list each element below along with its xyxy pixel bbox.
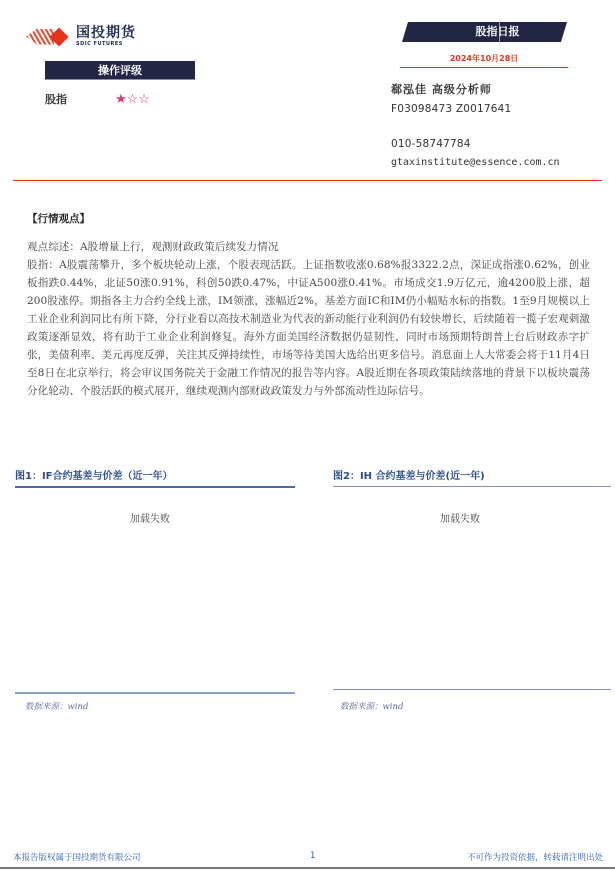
star-rating-icon: ★☆☆ xyxy=(115,91,150,107)
rating-row xyxy=(45,91,150,107)
summary-line: 观点综述：A股增量上行，观测财政政策后续发力情况 xyxy=(27,241,279,253)
analyst-name: 郗泓佳 高级分析师 xyxy=(391,83,492,96)
section-title: 【行情观点】 xyxy=(27,213,90,225)
footer-rule xyxy=(0,867,615,869)
page-footer xyxy=(0,848,615,870)
analyst-info xyxy=(391,84,560,168)
report-type-banner xyxy=(402,22,567,42)
analyst-license: F03098473 Z0017641 xyxy=(391,103,512,115)
company-logo xyxy=(26,26,136,47)
figure-1-source: 数据来源：wind xyxy=(25,702,89,712)
market-commentary xyxy=(27,238,590,400)
copyright-notice: 本报告版权属于国投期货有限公司 xyxy=(13,853,141,863)
rating-header: 操作评级 xyxy=(45,61,195,80)
rating-label: 股指 xyxy=(45,93,67,106)
figure-2-load-failed: 加载失败 xyxy=(440,514,480,525)
logo-name-en: SDIC FUTURES xyxy=(76,41,123,47)
figure-1-title: 图1：IF合约基差与价差（近一年） xyxy=(15,471,173,482)
figure-1-top-rule xyxy=(15,486,295,488)
logo-mark-icon xyxy=(26,27,70,47)
figure-1-load-failed: 加载失败 xyxy=(130,514,170,525)
header-divider xyxy=(13,180,602,181)
figure-2-top-rule xyxy=(333,486,611,487)
analyst-phone: 010-58747784 xyxy=(391,137,471,150)
report-date: 2024年10月28日 xyxy=(400,53,568,68)
figure-1-bottom-rule xyxy=(15,692,295,694)
report-type: 股指日报 xyxy=(475,25,520,38)
logo-name-cn: 国投期货 xyxy=(76,25,136,41)
commentary-paragraph: 股指：A股震荡攀升，多个板块轮动上涨，个股表现活跃。上证指数收涨0.68%报3322.2点，深证成指涨0.62%，创业板指跌0.44%，北证50涨0.91%，科创50跌0.47%，中证A500涨0.41%。市场成交1.9万亿元，逾4200股上涨，超200股涨停。期指各主力合约全线上涨，IM领涨，涨幅近2%，基差方面IC和IM仍小幅贴水标的指数。1至9月规模以上工业企业利润同比有所下降，分行业看以高技术制造业为代表的新动能行业利润仍有较快增长，后续随着一揽子宏观刺激政策逐渐显效，将有助于工业企业利润修复。海外方面美国经济数据仍显韧性，同时市场预期特朗普上台后财政赤字扩张，美债利率、美元再度反弹，关注其反弹持续性，市场等待美国大选给出更多信号。消息面上人大常委会将于11月4日至8日在北京举行，将会审议国务院关于金融工作情况的报告等内容。A股近期在各项政策陆续落地的背景下以板块震荡分化轮动、个股活跃的模式展开，继续观测内部财政政策发力与外部流动性边际信号。 xyxy=(27,259,590,397)
analyst-email[interactable]: gtaxinstitute@essence.com.cn xyxy=(391,157,560,168)
page-number: 1 xyxy=(310,851,316,861)
disclaimer-notice: 不可作为投资依据，转载请注明出处 xyxy=(466,853,603,863)
figure-2-source: 数据来源：wind xyxy=(340,702,404,712)
figure-2-bottom-rule xyxy=(333,689,611,690)
figure-2-title: 图2：IH 合约基差与价差(近一年) xyxy=(333,471,485,482)
